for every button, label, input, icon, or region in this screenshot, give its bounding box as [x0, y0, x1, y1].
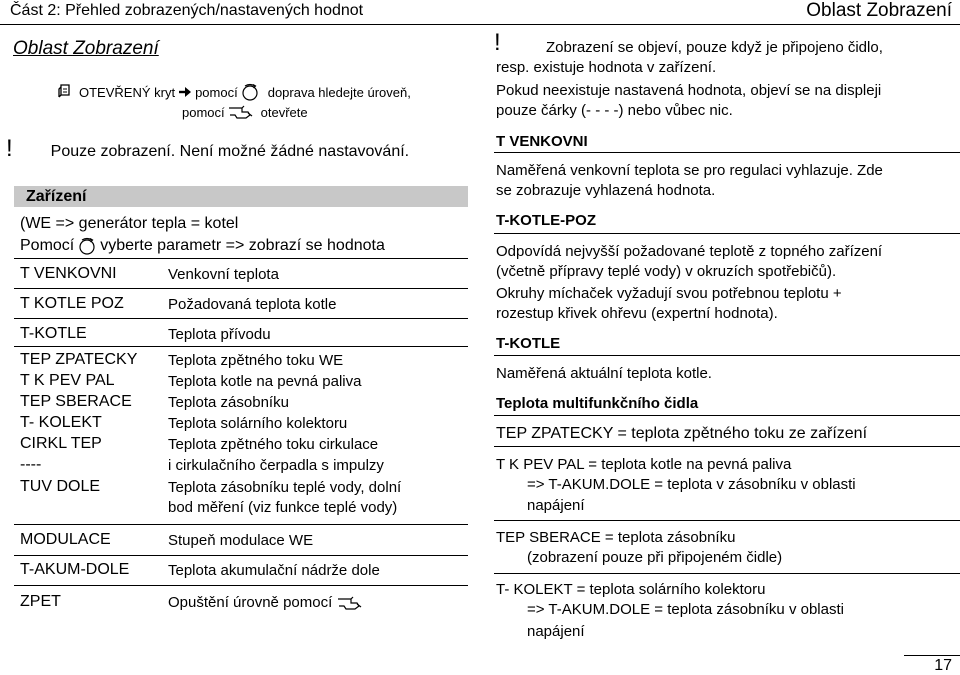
- subsection-body: rozestup křivek ohřevu (expertní hodnota).: [496, 305, 778, 322]
- subsection-body: (včetně přípravy teplé vody) v okruzích spotřebičů).: [496, 263, 837, 280]
- section-rule: [494, 446, 960, 447]
- exclamation-icon: !: [6, 135, 13, 162]
- instruction-line-1: [58, 83, 411, 101]
- list-item-continuation: napájení: [527, 623, 585, 640]
- subsection-body: se zobrazuje vyhlazená hodnota.: [496, 182, 716, 199]
- param-code: TEP ZPATECKY: [20, 351, 138, 368]
- param-code: T- KOLEKT: [20, 414, 102, 431]
- band-title: Zařízení: [26, 188, 87, 205]
- param-code: T-KOTLE: [20, 325, 87, 342]
- exclamation-icon: !: [494, 29, 501, 56]
- intro-using: Pomocí: [20, 237, 75, 254]
- table-rule: [14, 585, 468, 586]
- param-desc: Teplota akumulační nádrže dole: [168, 562, 380, 579]
- running-header-right: Oblast Zobrazení: [806, 0, 952, 21]
- intro-line-2: [20, 237, 385, 255]
- header-rule: [0, 24, 960, 25]
- list-item-continuation: napájení: [527, 497, 585, 514]
- param-code: T VENKOVNI: [20, 265, 117, 282]
- running-header-left: Část 2: Přehled zobrazených/nastavených hodnot: [10, 2, 364, 19]
- arrow-right-icon: [178, 86, 192, 98]
- instr-using-2: pomocí: [182, 104, 225, 120]
- list-item-continuation: => T-AKUM.DOLE = teplota zásobníku v oblasti: [527, 601, 844, 618]
- subsection-body: Naměřená aktuální teplota kotle.: [496, 365, 712, 382]
- param-desc: Teplota kotle na pevná paliva: [168, 373, 362, 390]
- press-hand-icon: [228, 104, 254, 120]
- table-rule: [14, 318, 468, 319]
- instr-using: pomocí: [195, 84, 238, 100]
- right-note-line: pouze čárky (- - - -) nebo vůbec nic.: [496, 102, 733, 119]
- param-desc: Teplota zpětného toku WE: [168, 352, 344, 369]
- subsection-body: Odpovídá nejvyšší požadované teplotě z topného zařízení: [496, 243, 883, 260]
- param-code: TUV DOLE: [20, 478, 101, 495]
- list-item-continuation: (zobrazení pouze při připojeném čidle): [527, 549, 783, 566]
- section-rule: [494, 573, 960, 574]
- section-rule: [494, 520, 960, 521]
- subsection-body: Okruhy míchaček vyžadují svou potřebnou teplotu +: [496, 285, 842, 302]
- instr-open: otevřete: [260, 104, 308, 120]
- param-code: CIRKL TEP: [20, 435, 102, 452]
- section-rule: [494, 415, 960, 416]
- subsection-heading: T VENKOVNI: [496, 133, 588, 150]
- param-desc: bod měření (viz funkce teplé vody): [168, 499, 398, 516]
- param-desc: Venkovní teplota: [168, 266, 279, 283]
- param-desc: Požadovaná teplota kotle: [168, 296, 337, 313]
- table-rule: [14, 258, 468, 259]
- param-desc: Teplota zásobníku teplé vody, dolní: [168, 479, 402, 496]
- section-rule: [494, 152, 960, 153]
- param-code: ZPET: [20, 593, 61, 610]
- param-code: MODULACE: [20, 531, 111, 548]
- param-desc-row: [168, 594, 363, 611]
- list-item: TEP ZPATECKY = teplota zpětného toku ze zařízení: [496, 425, 868, 442]
- param-code: T K PEV PAL: [20, 372, 115, 389]
- list-item: TEP SBERACE = teplota zásobníku: [496, 529, 736, 546]
- param-code: T KOTLE POZ: [20, 295, 124, 312]
- open-cover-icon: [58, 84, 76, 100]
- right-note-line: resp. existuje hodnota v zařízení.: [496, 59, 717, 76]
- note-text: Pouze zobrazení. Není možné žádné nastavování.: [50, 143, 410, 160]
- param-code: TEP SBERACE: [20, 393, 132, 410]
- list-item: T K PEV PAL = teplota kotle na pevná paliva: [496, 456, 792, 473]
- instr-open-cover: OTEVŘENÝ kryt: [79, 84, 176, 100]
- param-desc: Teplota solárního kolektoru: [168, 415, 348, 432]
- section-rule: [494, 355, 960, 356]
- right-note-line: Zobrazení se objeví, pouze když je připojeno čidlo,: [546, 39, 883, 56]
- right-note-line: Pokud neexistuje nastavená hodnota, objeví se na displeji: [496, 82, 882, 99]
- param-desc: i cirkulačního čerpadla s impulzy: [168, 457, 384, 474]
- table-rule: [14, 524, 468, 525]
- page-number: 17: [934, 657, 952, 674]
- subsection-heading: T-KOTLE-POZ: [496, 212, 596, 229]
- table-rule: [14, 346, 468, 347]
- param-code: T-AKUM-DOLE: [20, 561, 130, 578]
- param-desc: Stupeň modulace WE: [168, 532, 314, 549]
- section-band: [14, 186, 468, 207]
- subsection-heading: Teplota multifunkčního čidla: [496, 395, 699, 412]
- rotary-knob-icon: [241, 83, 259, 101]
- param-desc: Teplota přívodu: [168, 326, 271, 343]
- intro-select: vyberte parametr => zobrazí se hodnota: [100, 237, 385, 254]
- list-item-continuation: => T-AKUM.DOLE = teplota v zásobníku v oblasti: [527, 476, 856, 493]
- instr-search-level: doprava hledejte úroveň,: [267, 84, 411, 100]
- param-desc: Opuštění úrovně pomocí: [168, 594, 333, 611]
- subsection-heading: T-KOTLE: [496, 335, 561, 352]
- param-desc: Teplota zásobníku: [168, 394, 289, 411]
- list-item: T- KOLEKT = teplota solárního kolektoru: [496, 581, 766, 598]
- intro-line-1: (WE => generátor tepla = kotel: [20, 215, 239, 232]
- section-title: Oblast Zobrazení: [13, 38, 159, 59]
- page-number-rule: [904, 655, 960, 656]
- table-rule: [14, 555, 468, 556]
- param-desc: Teplota zpětného toku cirkulace: [168, 436, 379, 453]
- param-code: ----: [20, 456, 42, 473]
- table-rule: [14, 288, 468, 289]
- instruction-line-2: [182, 104, 308, 120]
- subsection-body: Naměřená venkovní teplota se pro regulaci vyhlazuje. Zde: [496, 162, 883, 179]
- section-rule: [494, 233, 960, 234]
- press-hand-icon: [337, 595, 363, 611]
- rotary-knob-icon: [78, 237, 96, 255]
- note-display-only: [6, 135, 410, 162]
